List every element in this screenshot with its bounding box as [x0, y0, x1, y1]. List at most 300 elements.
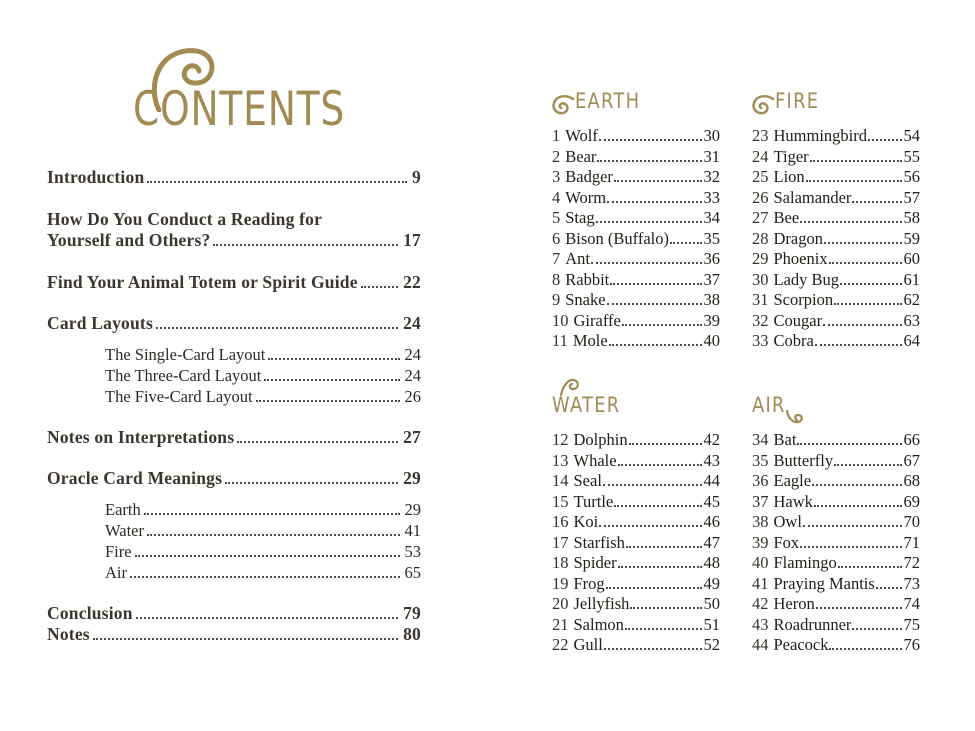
card-number: 7: [552, 249, 561, 268]
index-page-number: 64: [903, 331, 920, 350]
card-number: 11: [552, 331, 568, 350]
dot-leader: [852, 201, 901, 203]
dot-leader: [852, 628, 901, 630]
dot-leader: [213, 244, 398, 246]
index-entry: [752, 635, 920, 656]
animal-name: Scorpion: [773, 290, 834, 309]
toc-page-number: 24: [403, 313, 421, 333]
card-number: 5: [552, 208, 561, 227]
toc-group: [47, 313, 421, 407]
card-number: 24: [752, 146, 769, 166]
dot-leader: [812, 484, 901, 486]
toc-page-number: 22: [403, 271, 421, 292]
card-number: 15: [552, 491, 569, 511]
toc-group: [47, 427, 421, 449]
dot-leader: [607, 303, 702, 305]
dot-leader: [591, 262, 702, 264]
index-page-number: 45: [703, 491, 720, 511]
dot-leader: [597, 160, 701, 162]
dot-leader: [603, 484, 702, 486]
toc-entry-label: Introduction: [47, 167, 145, 187]
animal-name: Rabbit: [565, 269, 610, 289]
dot-leader: [147, 534, 400, 536]
toc-entry: [47, 167, 421, 189]
card-number: 26: [752, 187, 769, 207]
animal-name: Praying Mantis: [773, 573, 875, 593]
animal-name: Peacock: [773, 635, 829, 654]
dot-leader: [622, 324, 702, 326]
index-page-number: 61: [903, 269, 920, 289]
animal-name: Mole: [572, 331, 608, 350]
card-number: 28: [752, 228, 769, 248]
card-number: 20: [552, 594, 569, 613]
toc-entry-label: Air: [105, 562, 127, 582]
dot-leader: [268, 358, 399, 360]
index-entry: [552, 126, 720, 147]
index-entry: [552, 208, 720, 229]
index-page-number: 48: [703, 553, 720, 572]
dot-leader: [829, 262, 902, 264]
animal-name: Tiger: [773, 146, 809, 166]
toc-page-number: 65: [404, 562, 421, 582]
toc-entry-label: Water: [105, 520, 144, 540]
index-page-number: 67: [903, 450, 920, 470]
card-number: 34: [752, 430, 769, 449]
card-number: 18: [552, 553, 569, 572]
section-water: [552, 390, 720, 656]
dot-leader: [264, 379, 399, 381]
toc-page-number: 53: [404, 541, 421, 561]
animal-name: Spider: [573, 553, 617, 572]
index-page-number: 46: [703, 512, 720, 531]
fire-list: [752, 126, 920, 352]
index-page-number: 30: [703, 126, 720, 145]
index-entry: [752, 249, 920, 270]
dot-leader: [361, 286, 398, 288]
dot-leader: [618, 566, 702, 568]
contents-title-text: CONTENTS: [133, 82, 346, 137]
index-page-number: 31: [703, 146, 720, 166]
card-number: 16: [552, 512, 569, 531]
index-page-number: 34: [703, 208, 720, 227]
dot-leader: [626, 546, 702, 548]
dot-leader: [610, 283, 701, 285]
toc-subentry: [47, 520, 421, 541]
index-page-number: 73: [903, 573, 920, 593]
dot-leader: [803, 525, 902, 527]
index-page-number: 63: [903, 310, 920, 330]
animal-name: Hawk: [773, 491, 813, 511]
index-page-number: 40: [703, 331, 720, 350]
card-number: 35: [752, 450, 769, 470]
index-entry: [752, 270, 920, 291]
card-number: 22: [552, 635, 569, 654]
index-entry: [552, 167, 720, 188]
index-entry: [752, 290, 920, 311]
index-entry: [552, 188, 720, 209]
swirl-icon: [786, 410, 804, 424]
animal-name: Koi: [573, 512, 599, 531]
index-entry: [752, 188, 920, 209]
toc-list: [47, 167, 421, 666]
toc-entry-label: How Do You Conduct a Reading for: [47, 208, 323, 229]
index-entry: [752, 208, 920, 229]
card-number: 43: [752, 614, 769, 634]
index-entry: [552, 249, 720, 270]
index-entry: [552, 533, 720, 554]
animal-name: Bat: [773, 430, 797, 449]
index-page-number: 68: [903, 471, 920, 490]
animal-name: Snake: [565, 290, 606, 309]
animal-name: Dragon: [773, 228, 823, 248]
toc-page-number: 80: [403, 624, 421, 644]
index-page-number: 72: [903, 553, 920, 572]
card-number: 19: [552, 573, 569, 593]
card-number: 10: [552, 310, 569, 330]
index-page-number: 76: [903, 635, 920, 654]
index-entry: [752, 126, 920, 147]
card-number: 14: [552, 471, 569, 490]
index-page-number: 75: [903, 614, 920, 634]
dot-leader: [237, 441, 398, 443]
dot-leader: [800, 546, 901, 548]
index-page-number: 38: [703, 290, 720, 309]
index-page-number: 58: [903, 208, 920, 227]
dot-leader: [797, 443, 901, 445]
animal-name: Starfish: [573, 532, 625, 552]
toc-entry-label: Conclusion: [47, 602, 133, 623]
toc-page-number: 24: [404, 344, 421, 364]
index-page-number: 70: [903, 512, 920, 531]
toc-entry-label: The Five-Card Layout: [105, 386, 253, 406]
index-entry: [552, 331, 720, 352]
animal-name: Bear: [565, 146, 597, 166]
index-entry: [752, 492, 920, 513]
animal-name: Flamingo: [773, 553, 837, 572]
dot-leader: [823, 324, 901, 326]
index-page-number: 74: [903, 594, 920, 613]
card-number: 25: [752, 167, 769, 186]
toc-entry: [47, 603, 421, 625]
card-number: 36: [752, 471, 769, 490]
swirl-icon: [552, 93, 574, 115]
animal-name: Hummingbird: [773, 126, 867, 145]
card-number: 17: [552, 532, 569, 552]
card-number: 33: [752, 331, 769, 350]
index-page-number: 69: [903, 491, 920, 511]
animal-name: Jellyfish: [573, 594, 630, 613]
card-number: 13: [552, 450, 569, 470]
animal-name: Bee: [773, 208, 800, 227]
animal-name: Seal: [573, 471, 602, 490]
animal-name: Cougar: [773, 310, 823, 330]
toc-subentry: [47, 365, 421, 386]
index-entry: [552, 311, 720, 332]
dot-leader: [829, 648, 901, 650]
animal-name: Roadrunner: [773, 614, 852, 634]
index-page-number: 71: [903, 532, 920, 552]
dot-leader: [834, 464, 901, 466]
dot-leader: [256, 400, 400, 402]
toc-group: [47, 167, 421, 189]
card-number: 29: [752, 249, 769, 268]
toc-entry: [47, 468, 421, 490]
card-number: 21: [552, 614, 569, 634]
index-page-number: 39: [703, 310, 720, 330]
toc-group: [47, 468, 421, 583]
index-entry: [552, 451, 720, 472]
index-entry: [752, 451, 920, 472]
index-page-number: 66: [903, 430, 920, 449]
index-entry: [752, 229, 920, 250]
card-number: 32: [752, 310, 769, 330]
index-entry: [552, 594, 720, 615]
toc-entry-label: Yourself and Others?: [47, 230, 211, 250]
index-page-number: 56: [903, 167, 920, 186]
index-entry: [752, 147, 920, 168]
animal-name: Salamander: [773, 187, 852, 207]
index-entry: [552, 553, 720, 574]
dot-leader: [840, 283, 901, 285]
dot-leader: [800, 221, 901, 223]
toc-group: [47, 603, 421, 646]
index-page-number: 35: [703, 228, 720, 248]
animal-name: Bison (Buffalo): [565, 228, 669, 248]
index-entry: [752, 331, 920, 352]
animal-name: Turtle: [573, 491, 614, 511]
index-entry: [552, 492, 720, 513]
section-earth: [552, 86, 720, 390]
card-number: 9: [552, 290, 561, 309]
animal-name: Salmon: [573, 614, 624, 634]
dot-leader: [618, 464, 702, 466]
dot-leader: [876, 587, 902, 589]
toc-page-number: 41: [404, 520, 421, 540]
toc-entry: [47, 427, 421, 449]
dot-leader: [614, 180, 702, 182]
toc-subentry: [47, 562, 421, 583]
animal-name: Lady Bug: [773, 269, 840, 289]
index-entry: [552, 147, 720, 168]
toc-entry-label: The Single-Card Layout: [105, 344, 266, 364]
toc-entry-label: Notes on Interpretations: [47, 426, 235, 447]
section-fire-header: [752, 86, 920, 116]
toc-entry: [47, 209, 421, 231]
animal-name: Worm: [565, 187, 607, 207]
card-number: 27: [752, 208, 769, 227]
animal-name: Cobra: [773, 331, 814, 350]
animal-name: Giraffe: [573, 310, 621, 330]
toc-page-number: 26: [404, 386, 421, 406]
dot-leader: [604, 648, 702, 650]
index-page-number: 51: [703, 614, 720, 634]
contents-title: [133, 82, 398, 137]
dot-leader: [816, 607, 902, 609]
index-entry: [752, 574, 920, 595]
index-page-number: 57: [903, 187, 920, 207]
dot-leader: [147, 181, 407, 183]
section-air: [752, 390, 920, 656]
card-number: 44: [752, 635, 769, 654]
toc-entry-label: Notes: [47, 624, 90, 644]
toc-entry-label: Card Layouts: [47, 313, 153, 333]
card-number: 31: [752, 290, 769, 309]
toc-entry: [47, 230, 421, 252]
section-earth-title: EARTH: [575, 89, 641, 113]
toc-entry: [47, 272, 421, 294]
water-list: [552, 430, 720, 656]
animal-name: Stag: [565, 208, 595, 227]
toc-page-number: 29: [404, 499, 421, 519]
card-number: 37: [752, 491, 769, 511]
index-page-number: 49: [703, 573, 720, 593]
index-page-number: 32: [703, 167, 720, 186]
index-page-number: 50: [703, 594, 720, 613]
animal-name: Frog: [573, 573, 605, 593]
animal-name: Dolphin: [573, 430, 628, 449]
dot-leader: [630, 607, 701, 609]
toc-group: [47, 272, 421, 294]
card-number: 12: [552, 430, 569, 449]
index-page-number: 33: [703, 187, 720, 207]
card-number: 1: [552, 126, 561, 145]
dot-leader: [144, 513, 400, 515]
index-entry: [752, 311, 920, 332]
dot-leader: [93, 638, 398, 640]
animal-index: [552, 86, 920, 656]
section-air-title: AIR: [752, 393, 786, 417]
index-page-number: 44: [703, 471, 720, 490]
dot-leader: [599, 139, 702, 141]
index-page-number: 54: [903, 126, 920, 145]
section-air-header: [752, 390, 920, 420]
animal-name: Whale: [573, 450, 617, 470]
card-number: 6: [552, 228, 561, 248]
animal-name: Butterfly: [773, 450, 834, 470]
section-earth-header: [552, 86, 720, 116]
animal-name: Owl: [773, 512, 802, 531]
toc-subentry: [47, 541, 421, 562]
animal-name: Gull: [573, 635, 603, 654]
animal-name: Badger: [565, 167, 613, 186]
index-entry: [552, 471, 720, 492]
dot-leader: [156, 327, 398, 329]
dot-leader: [834, 303, 901, 305]
animal-name: Eagle: [773, 471, 812, 490]
toc-entry-label: Find Your Animal Totem or Spirit Guide: [47, 271, 358, 292]
toc-entry: [47, 624, 421, 646]
card-number: 30: [752, 269, 769, 289]
dot-leader: [868, 139, 902, 141]
section-fire-title: FIRE: [775, 89, 820, 113]
toc-entry: [47, 313, 421, 335]
toc-subentry: [47, 499, 421, 520]
dot-leader: [596, 221, 702, 223]
index-page-number: 36: [703, 249, 720, 268]
toc-page-number: 17: [403, 230, 421, 250]
toc-page-number: 9: [412, 167, 421, 187]
index-page-number: 47: [703, 532, 720, 552]
index-entry: [752, 594, 920, 615]
dot-leader: [806, 180, 902, 182]
card-number: 23: [752, 126, 769, 145]
dot-leader: [814, 505, 902, 507]
toc-page-number: 27: [403, 426, 421, 447]
index-page-number: 59: [903, 228, 920, 248]
dot-leader: [810, 160, 902, 162]
index-entry: [752, 533, 920, 554]
air-list: [752, 430, 920, 656]
dot-leader: [606, 587, 702, 589]
dot-leader: [609, 344, 702, 346]
dot-leader: [135, 555, 400, 557]
toc-subentry: [47, 344, 421, 365]
index-page-number: 62: [903, 290, 920, 309]
card-number: 38: [752, 512, 769, 531]
index-entry: [552, 290, 720, 311]
index-entry: [552, 615, 720, 636]
index-page-number: 52: [703, 635, 720, 654]
dot-leader: [625, 628, 702, 630]
dot-leader: [838, 566, 902, 568]
index-entry: [752, 471, 920, 492]
dot-leader: [599, 525, 701, 527]
toc-entry-label: Fire: [105, 541, 132, 561]
index-entry: [552, 430, 720, 451]
toc-page-number: 79: [403, 602, 421, 623]
index-entry: [752, 553, 920, 574]
index-entry: [752, 430, 920, 451]
toc-page-number: 24: [404, 365, 421, 385]
animal-name: Lion: [773, 167, 805, 186]
card-number: 8: [552, 269, 561, 289]
animal-name: Heron: [773, 594, 815, 613]
dot-leader: [225, 482, 398, 484]
toc-group: [47, 209, 421, 252]
toc-entry-label: Earth: [105, 499, 141, 519]
toc-page-number: 29: [403, 468, 421, 488]
dot-leader: [629, 443, 702, 445]
card-number: 42: [752, 594, 769, 613]
dot-leader: [607, 201, 701, 203]
toc-entry-label: Oracle Card Meanings: [47, 468, 223, 488]
index-entry: [552, 270, 720, 291]
card-number: 3: [552, 167, 561, 186]
earth-list: [552, 126, 720, 352]
swirl-icon: [752, 93, 774, 115]
toc-subentry: [47, 386, 421, 407]
index-entry: [552, 229, 720, 250]
animal-name: Ant: [565, 249, 590, 268]
index-entry: [552, 512, 720, 533]
dot-leader: [130, 576, 400, 578]
index-page-number: 60: [903, 249, 920, 268]
index-entry: [752, 167, 920, 188]
index-page-number: 42: [703, 430, 720, 449]
dot-leader: [614, 505, 701, 507]
animal-name: Phoenix: [773, 249, 828, 268]
index-page-number: 37: [703, 269, 720, 289]
card-number: 40: [752, 553, 769, 572]
card-number: 4: [552, 187, 561, 207]
dot-leader: [136, 617, 398, 619]
card-number: 2: [552, 146, 561, 166]
index-entry: [552, 574, 720, 595]
animal-name: Wolf: [565, 126, 598, 145]
section-fire: [752, 86, 920, 390]
section-water-header: [552, 390, 720, 420]
index-page-number: 43: [703, 450, 720, 470]
